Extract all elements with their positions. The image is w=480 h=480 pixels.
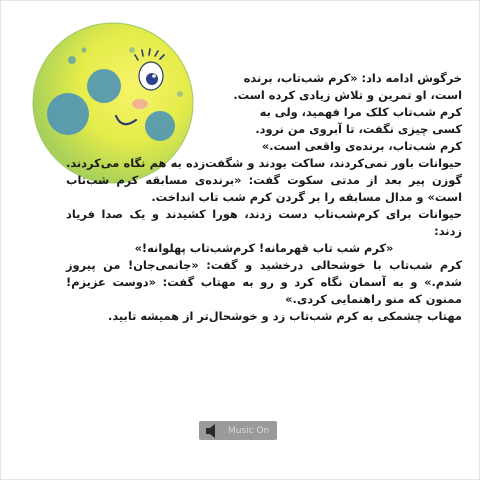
story-line: کسی چیزی نگفت، تا آبروی من نرود. — [255, 122, 462, 136]
story-paragraph: حیوانات باور نمی‌کردند، ساکت بودند و شگفت‌زده به هم نگاه می‌کردند. گوزن پیر بعد از مدتی سکوت گفت: «برنده‌ی مسابقه کرم شب‌تاب است» و مدال مسابقه را بر گردن کرم شب تاب انداخت. — [66, 156, 462, 204]
music-toggle-button[interactable] — [199, 421, 277, 440]
story-paragraph: کرم شب‌تاب با خوشحالی درخشید و گفت: «جانمی‌جان! من پیروز شدم.» و به آسمان نگاه کرد و رو به مهتاب گفت: «دوست عزیزم! ممنون که منو راهنمایی کردی.» — [66, 258, 462, 306]
moon-crater-dot — [82, 48, 87, 53]
story-line: کرم شب‌تاب کلک مرا فهمید، ولی به — [259, 105, 462, 119]
story-line: خرگوش ادامه داد: «کرم شب‌تاب، برنده — [243, 71, 462, 85]
story-line: کرم شب‌تاب، برنده‌ی واقعی است.» — [261, 139, 462, 153]
story-paragraph: حیوانات برای کرم‌شب‌تاب دست زدند، هورا کشیدند و یک صدا فریاد زدند: — [66, 207, 462, 238]
moon-crater-dot-2 — [129, 47, 135, 53]
speaker-icon — [205, 424, 221, 438]
story-chant: «کرم شب تاب قهرمانه! کرم‌شب‌تاب پهلوانه!» — [134, 241, 394, 255]
music-toggle-label: Music On — [228, 425, 270, 436]
moon-crater-small — [68, 56, 76, 64]
story-paragraph: مهتاب چشمکی به کرم شب‌تاب زد و خوشحال‌تر از همیشه تابید. — [108, 309, 462, 323]
story-line: است، او تمرین و تلاش زیادی کرده است. — [233, 88, 462, 102]
story-text — [66, 70, 462, 325]
